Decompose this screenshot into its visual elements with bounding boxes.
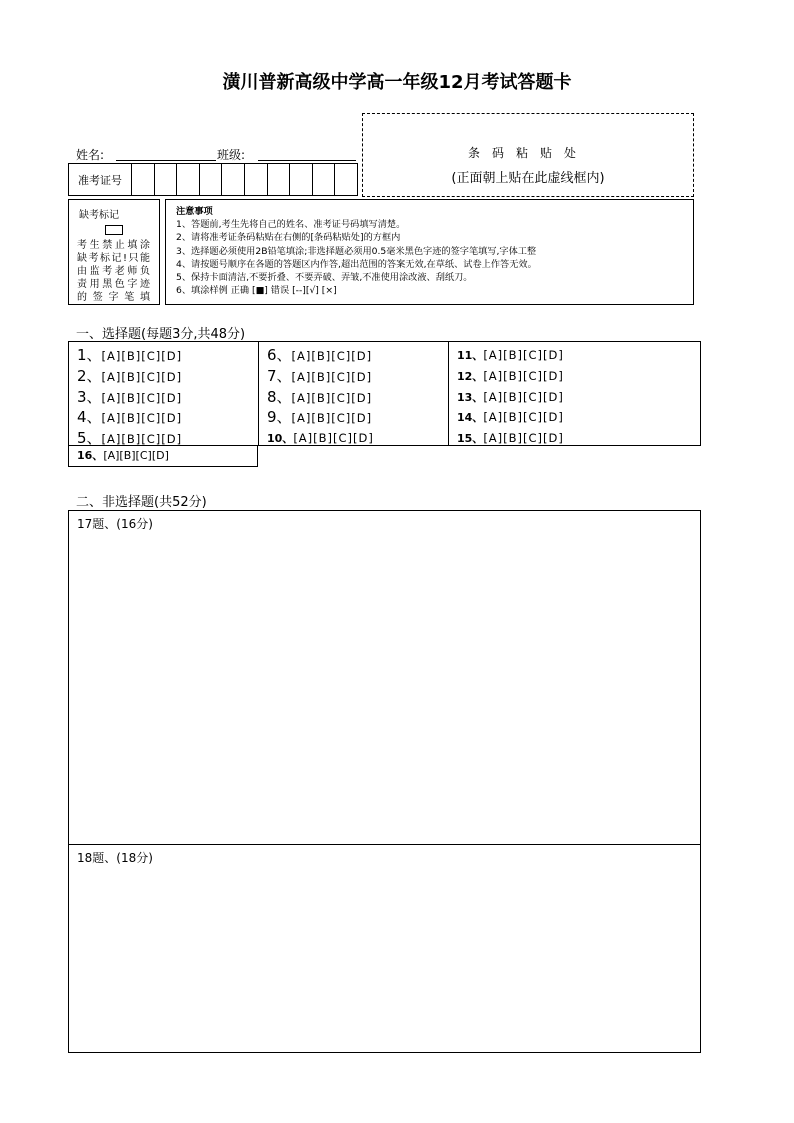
exam-number-cell[interactable] [222, 164, 245, 195]
notes-item: 6、填涂样例 正确 [■] 错误 [--][√] [×] [176, 285, 337, 297]
choice-question[interactable]: 1、[A][B][C][D] [77, 346, 183, 364]
notes-box [165, 199, 694, 305]
absent-heading: 缺考标记 [79, 210, 119, 221]
notes-item: 2、请将准考证条码粘贴在右侧的[条码粘贴处]的方框内 [176, 232, 401, 244]
answer-area-18[interactable] [68, 844, 701, 1053]
absent-instructions: 考生禁止填涂缺考标记!只能由监考老师负责用黑色字迹的签字笔填 [77, 240, 151, 303]
class-label: 班级: [217, 148, 246, 162]
choice-column [69, 342, 259, 448]
notes-item: 1、答题前,考生先将自己的姓名、准考证号码填写清楚。 [176, 219, 406, 231]
answer-label: 17题、(16分) [77, 517, 153, 531]
exam-number-box [68, 163, 358, 196]
choice-grid [68, 341, 701, 446]
notes-item: 5、保持卡面清洁,不要折叠、不要弄破、弄皱,不准使用涂改液、刮纸刀。 [176, 272, 473, 284]
name-field[interactable] [116, 146, 216, 161]
answer-label: 18题、(18分) [77, 851, 153, 865]
choice-question[interactable]: 14、[A][B][C][D] [457, 410, 564, 425]
exam-number-cell[interactable] [335, 164, 357, 195]
choice-question[interactable]: 12、[A][B][C][D] [457, 368, 564, 383]
choice-column [449, 342, 700, 445]
name-label: 姓名: [76, 148, 105, 162]
exam-number-cell[interactable] [155, 164, 178, 195]
section-title-nonchoice: 二、非选择题(共52分) [76, 495, 207, 510]
exam-number-cell[interactable] [200, 164, 223, 195]
choice-question[interactable]: 10、[A][B][C][D] [267, 431, 374, 446]
barcode-label: 条码粘贴处 [467, 146, 588, 160]
choice-question[interactable]: 7、[A][B][C][D] [267, 366, 373, 385]
class-field[interactable] [258, 146, 356, 161]
exam-number-cell[interactable] [290, 164, 313, 195]
page-title: 潢川普新高级中学高一年级12月考试答题卡 [222, 72, 572, 93]
choice-column [259, 342, 449, 445]
choice-question[interactable]: 8、[A][B][C][D] [267, 387, 373, 406]
choice-question[interactable]: 16、[A][B][C][D] [68, 445, 258, 467]
exam-number-cell[interactable] [268, 164, 291, 195]
absent-mark-checkbox[interactable] [105, 225, 123, 235]
exam-number-label: 准考证号 [69, 164, 132, 195]
notes-item: 4、请按题号顺序在各题的答题区内作答,超出范围的答案无效,在草纸、试卷上作答无效。 [176, 258, 537, 270]
barcode-area [362, 113, 694, 197]
choice-question[interactable]: 4、[A][B][C][D] [77, 408, 183, 427]
exam-number-cell[interactable] [245, 164, 268, 195]
notes-heading: 注意事项 [176, 206, 213, 217]
exam-number-cell[interactable] [177, 164, 200, 195]
choice-question[interactable]: 5、[A][B][C][D] [77, 429, 183, 448]
exam-number-cell[interactable] [313, 164, 336, 195]
name-class-row [76, 146, 366, 164]
barcode-hint: (正面朝上贴在此虚线框内) [451, 171, 605, 186]
choice-question[interactable]: 2、[A][B][C][D] [77, 366, 183, 385]
section-title-choice: 一、选择题(每题3分,共48分) [76, 327, 246, 342]
choice-question[interactable]: 6、[A][B][C][D] [267, 346, 373, 364]
choice-question[interactable]: 13、[A][B][C][D] [457, 389, 564, 404]
choice-question[interactable]: 15、[A][B][C][D] [457, 431, 564, 446]
choice-question[interactable]: 11、[A][B][C][D] [457, 348, 564, 362]
choice-question[interactable]: 9、[A][B][C][D] [267, 408, 373, 427]
answer-area-17[interactable] [68, 510, 701, 845]
notes-item: 3、选择题必须使用2B铅笔填涂;非选择题必须用0.5毫米黑色字迹的签字笔填写,字体工整 [176, 245, 537, 257]
choice-question[interactable]: 3、[A][B][C][D] [77, 387, 183, 406]
exam-number-cell[interactable] [132, 164, 155, 195]
absent-mark-box [68, 199, 160, 305]
